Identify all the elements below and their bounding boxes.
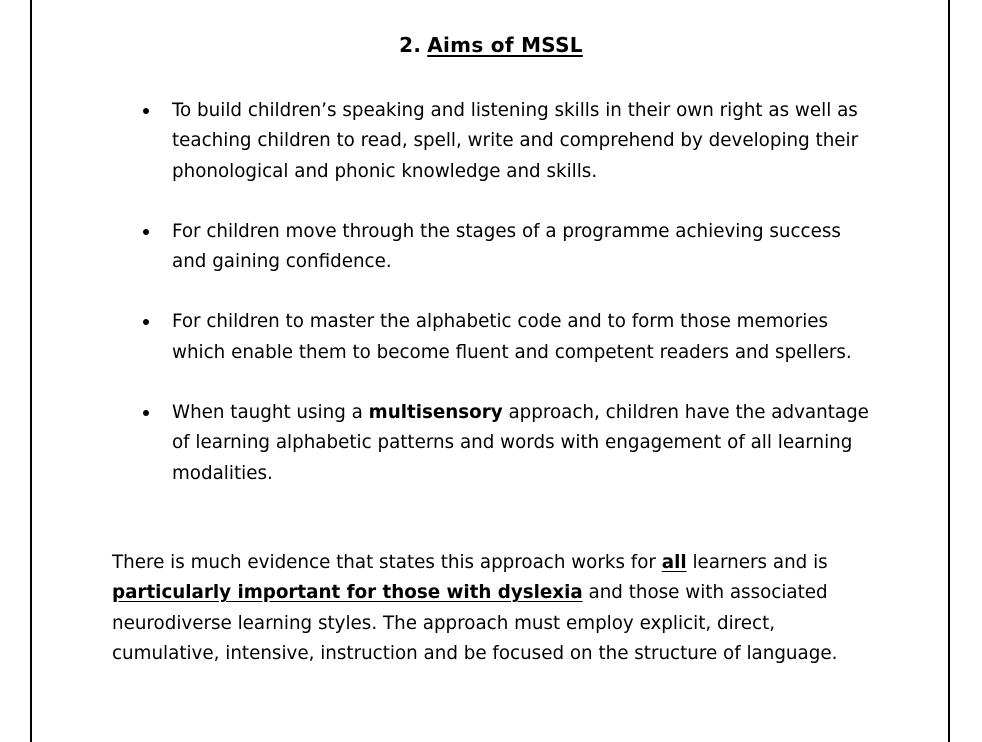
page-border-left	[30, 0, 32, 742]
bullet-icon	[143, 410, 149, 416]
aim-text-after: approach, children have the advantage of learning alphabetic patterns and words with engagement of all learning modalities.	[172, 402, 869, 484]
aim-text: For children move through the stages of a programme achieving success and gaining confidence.	[172, 220, 841, 273]
aims-list	[140, 96, 875, 519]
aim-text-before: When taught using a	[172, 402, 369, 424]
section-heading	[0, 30, 982, 60]
closing-text-2: learners and is	[686, 552, 828, 573]
aim-text-bold: multisensory	[368, 402, 503, 424]
section-title: Aims of MSSL	[427, 33, 583, 57]
aim-item	[140, 398, 875, 489]
aim-text: To build children’s speaking and listening skills in their own right as well as teaching children to read, spell, write and comprehend by developing their phonological and phonic knowledge and skills.	[172, 100, 859, 182]
page-border-right	[948, 0, 950, 742]
bullet-icon	[143, 108, 149, 114]
section-number: 2.	[399, 33, 422, 57]
closing-text-1: There is much evidence that states this approach works for	[112, 552, 662, 573]
closing-text-3: and those with associated neurodiverse learning styles. The approach must employ explicit, direct, cumulative, intensive, instruction and be focused on the structure of language.	[112, 582, 838, 664]
bullet-icon	[143, 229, 149, 235]
closing-paragraph	[112, 548, 872, 669]
closing-emphasis-all: all	[661, 552, 687, 573]
aim-text: For children to master the alphabetic code and to form those memories which enable them to become fluent and competent readers and spellers.	[172, 311, 852, 363]
aim-item	[140, 96, 875, 187]
aim-item	[140, 217, 875, 278]
closing-emphasis-dyslexia: particularly important for those with dyslexia	[112, 582, 583, 604]
bullet-icon	[143, 319, 149, 325]
aim-item	[140, 307, 875, 368]
